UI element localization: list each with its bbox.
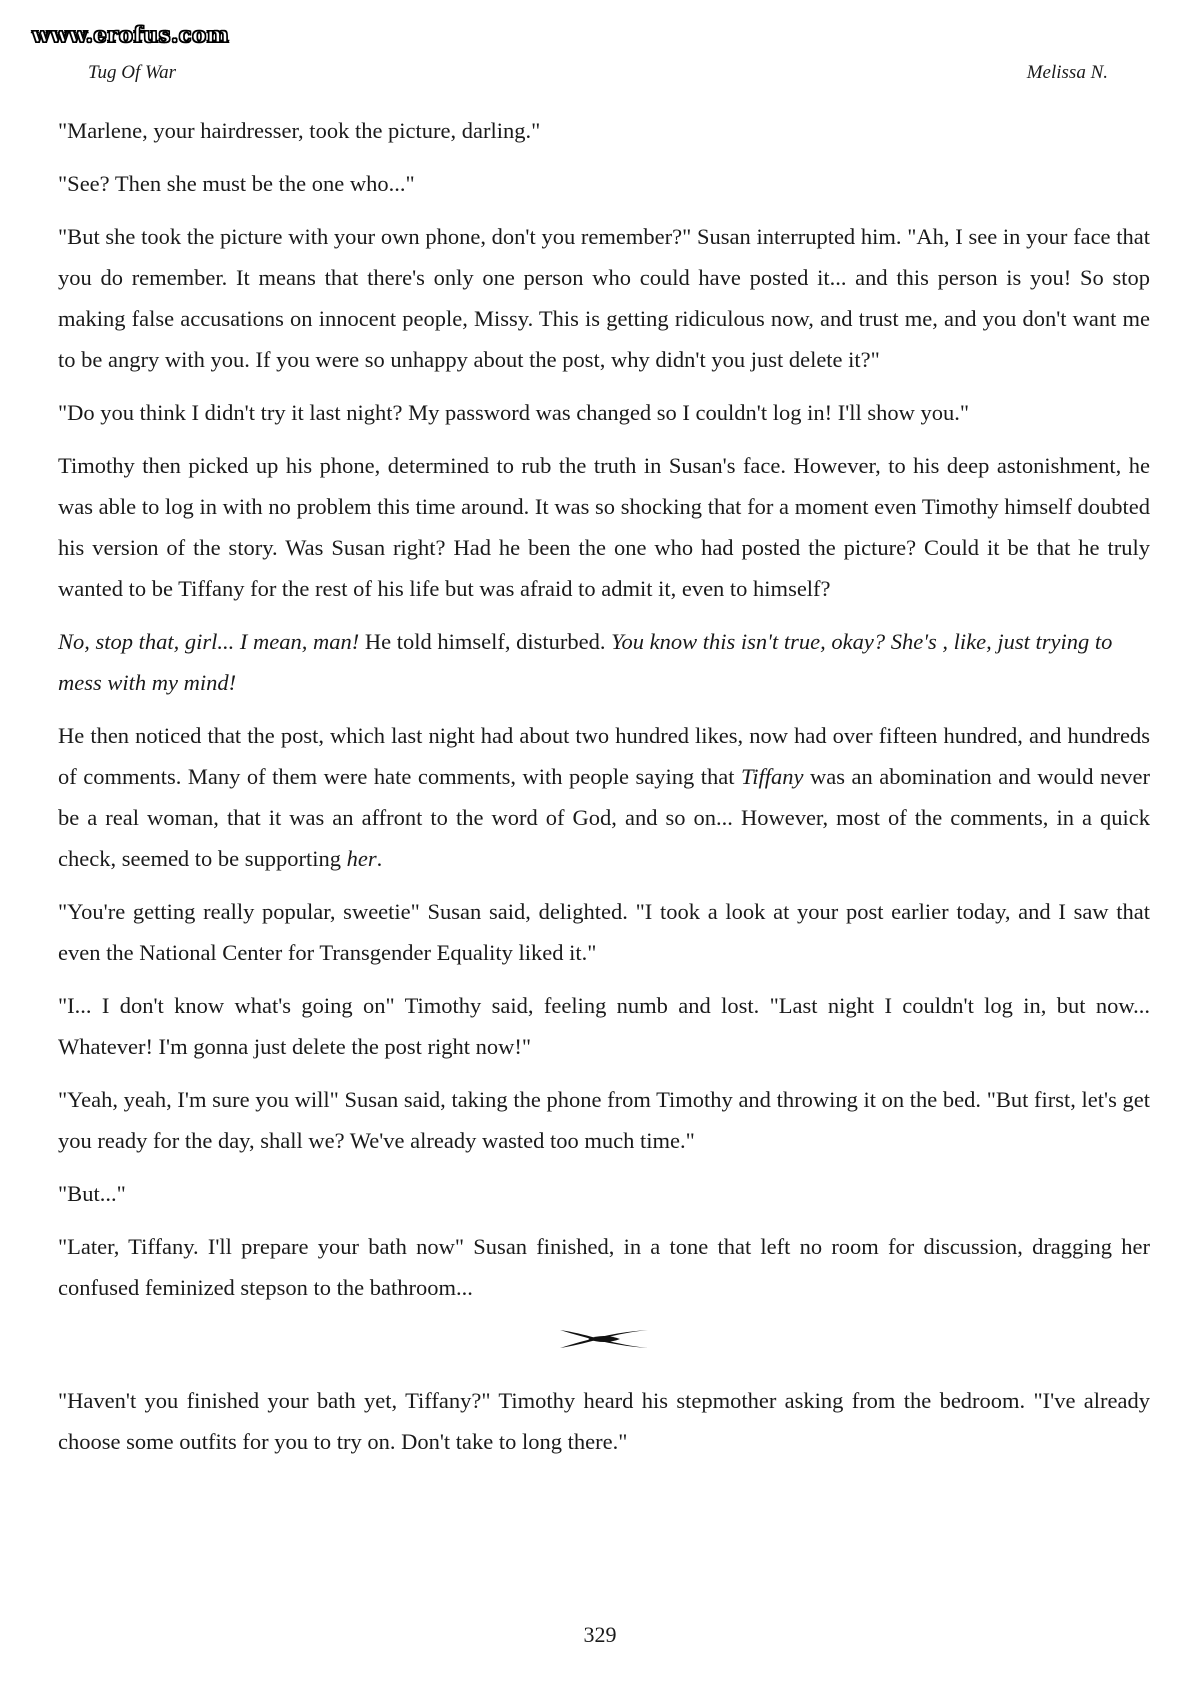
running-header (88, 62, 1108, 92)
page-body (58, 110, 1150, 1474)
paragraph (58, 715, 1150, 879)
paragraph: "I... I don't know what's going on" Timothy said, feeling numb and lost. "Last night I couldn't log in, but now... Whatever! I'm gonna just delete the post right now!" (58, 993, 1150, 1059)
paragraph: "But..." (58, 1181, 126, 1206)
page-number: 329 (583, 1622, 617, 1647)
narration-text: He told himself, disturbed. (359, 629, 612, 654)
watermark: www.erofus.com (32, 22, 230, 47)
paragraph: "Haven't you finished your bath yet, Tiffany?" Timothy heard his stepmother asking from the bedroom. "I've already choose some outfits for you to try on. Don't take to long there." (58, 1388, 1150, 1454)
narration-text: . (376, 846, 383, 871)
paragraph: "You're getting really popular, sweetie" Susan said, delighted. "I took a look at your post earlier today, and I saw that even the National Center for Transgender Equality liked it." (58, 899, 1150, 965)
narration-text: He then noticed that the post, which last night had about two hundred likes, now had over fifteen hundred, and hundreds of comments. Many of them were hate comments, with people saying that (58, 723, 1150, 789)
book-title: Tug Of War (88, 62, 176, 83)
paragraph: "Marlene, your hairdresser, took the picture, darling." (58, 118, 541, 143)
scene-break-ornament-icon (558, 1326, 650, 1352)
paragraph: "Yeah, yeah, I'm sure you will" Susan said, taking the phone from Timothy and throwing it on the bed. "But first, let's get you ready for the day, shall we? We've already wasted too much time." (58, 1087, 1150, 1153)
paragraph: "Do you think I didn't try it last night? My password was changed so I couldn't log in! I'll show you." (58, 400, 970, 425)
narration-text: was an abomination and would never be a real woman, that it was an affront to the word of God, and so on... However, most of the comments, in a quick check, seemed to be supporting (58, 764, 1150, 871)
paragraph: "Later, Tiffany. I'll prepare your bath now" Susan finished, in a tone that left no room for discussion, dragging her confused feminized stepson to the bathroom... (58, 1234, 1150, 1300)
italic-pronoun: her (346, 846, 377, 871)
paragraph (58, 621, 1150, 703)
author-name: Melissa N. (1026, 62, 1108, 83)
italic-name: Tiffany (740, 764, 804, 789)
paragraph: "But she took the picture with your own phone, don't you remember?" Susan interrupted him. "Ah, I see in your face that you do remember. It means that there's only one person who could have posted it... and this person is you! So stop making false accusations on innocent people, Missy. This is getting ridiculous now, and trust me, and you don't want me to be angry with you. If you were so unhappy about the post, why didn't you just delete it?" (58, 224, 1150, 372)
italic-thought: You know this isn't true, okay? She's , like, just trying to mess with my mind! (58, 629, 1113, 695)
paragraph: "See? Then she must be the one who..." (58, 171, 415, 196)
italic-thought: No, stop that, girl... I mean, man! (58, 629, 360, 654)
paragraph: Timothy then picked up his phone, determined to rub the truth in Susan's face. However, to his deep astonishment, he was able to log in with no problem this time around. It was so shocking that for a moment even Timothy himself doubted his version of the story. Was Susan right? Had he been the one who had posted the picture? Could it be that he truly wanted to be Tiffany for the rest of his life but was afraid to admit it, even to himself? (58, 453, 1150, 601)
